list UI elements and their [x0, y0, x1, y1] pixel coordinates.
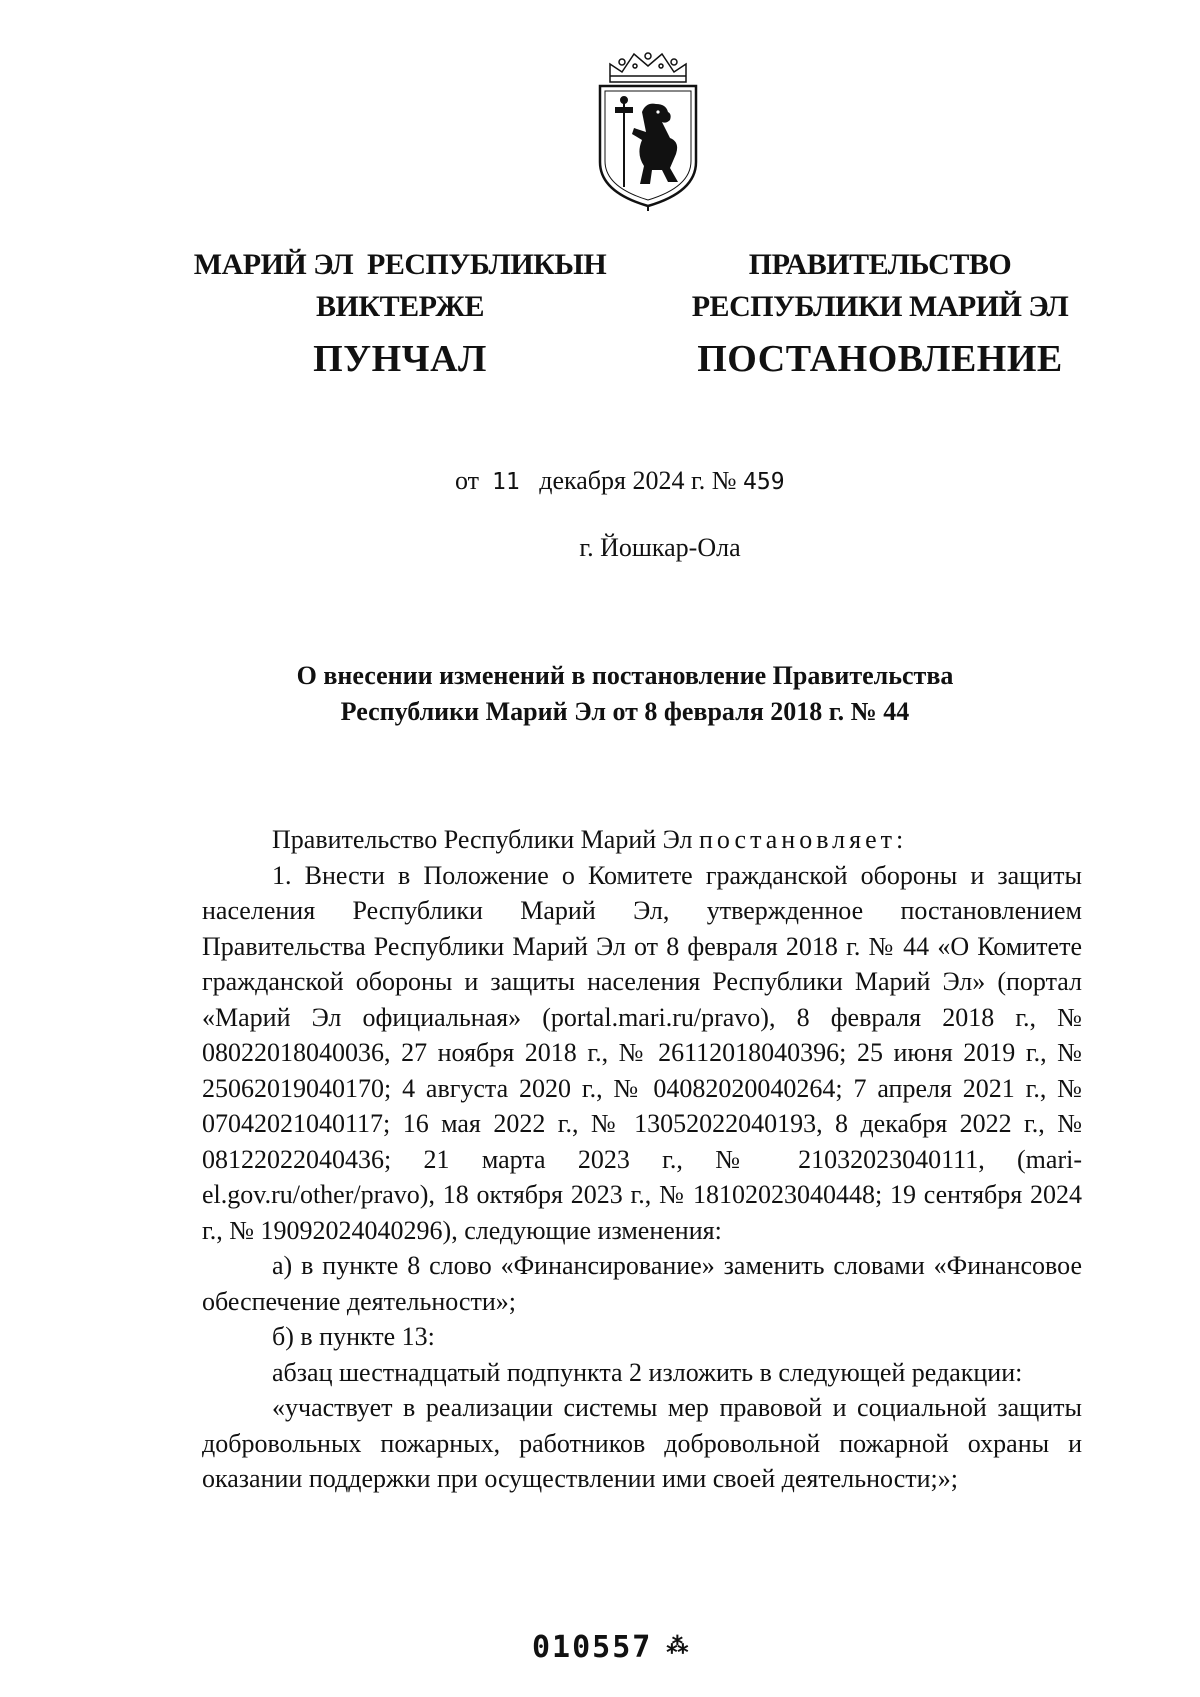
document-date-line: [455, 466, 785, 496]
date-day: 11: [492, 469, 520, 495]
paragraph-a: а) в пункте 8 слово «Финансирование» заменить словами «Финансовое обеспечение деятельности»;: [202, 1251, 1082, 1316]
coat-of-arms-emblem: [588, 42, 708, 212]
document-title-line2: Республики Марий Эл от 8 февраля 2018 г. № 44: [340, 697, 910, 726]
paragraph-1: 1. Внести в Положение о Комитете гражданской обороны и защиты населения Республики Марий Эл, утвержденное постановлением Правительства Республики Марий Эл от 8 февраля 2018 г. № 44 «О Комитете гражданской обороны и защиты населения Республики Марий Эл» (портал «Марий Эл официальная» (portal.mari.ru/pravo), 8 февраля 2018 г., № 08022018040036, 27 ноября 2018 г., № 26112018040396; 25 июня 2019 г., № 25062019040170; 4 августа 2020 г., № 04082020040264; 7 апреля 2021 г., № 07042021040117; 16 мая 2022 г., № 13052022040193, 8 декабря 2022 г., № 08122022040436; 21 марта 2023 г., № 21032023040111, (mari-el.gov.ru/other/pravo), 18 октября 2023 г., № 18102023040448; 19 сентября 2024 г., № 19092024040296), следующие изменения:: [202, 860, 1082, 1245]
document-title: [250, 658, 1000, 730]
header-russian: [670, 244, 1090, 380]
header-left-title: ПУНЧАЛ: [313, 338, 487, 380]
paragraph-b: б) в пункте 13:: [272, 1322, 435, 1351]
document-title-line1: О внесении изменений в постановление Правительства: [296, 661, 954, 690]
header-left-line1: МАРИЙ ЭЛ РЕСПУБЛИКЫН: [193, 248, 607, 281]
header-right-line1: ПРАВИТЕЛЬСТВО: [748, 248, 1012, 281]
serial-stamp: [532, 1630, 690, 1665]
intro-spaced: постановляет:: [698, 825, 908, 854]
header-left-line2: ВИКТЕРЖЕ: [315, 290, 485, 323]
date-month-year: декабря 2024 г. №: [539, 466, 737, 495]
asterisk-mark-icon: ⁂: [666, 1634, 691, 1659]
date-prefix: от: [455, 466, 480, 495]
header-right-line2: РЕСПУБЛИКИ МАРИЙ ЭЛ: [691, 290, 1069, 323]
header-right-title: ПОСТАНОВЛЕНИЕ: [697, 338, 1063, 380]
paragraph-c: абзац шестнадцатый подпункта 2 изложить в следующей редакции:: [272, 1357, 1023, 1387]
serial-number: 010557: [532, 1630, 653, 1665]
document-city: г. Йошкар-Ола: [579, 533, 741, 562]
intro-paragraph: [202, 822, 1082, 858]
crown-icon: [610, 53, 686, 82]
paragraph-d: «участвует в реализации системы мер правовой и социальной защиты добровольных пожарных, работников добровольной пожарной охраны и оказании поддержки при осуществлении ими своей деятельности;»;: [202, 1393, 1082, 1493]
document-body: [202, 822, 1082, 1497]
document-number: 459: [743, 469, 785, 495]
intro-lead: Правительство Республики Марий Эл: [272, 825, 699, 854]
header-mari: [190, 244, 610, 380]
